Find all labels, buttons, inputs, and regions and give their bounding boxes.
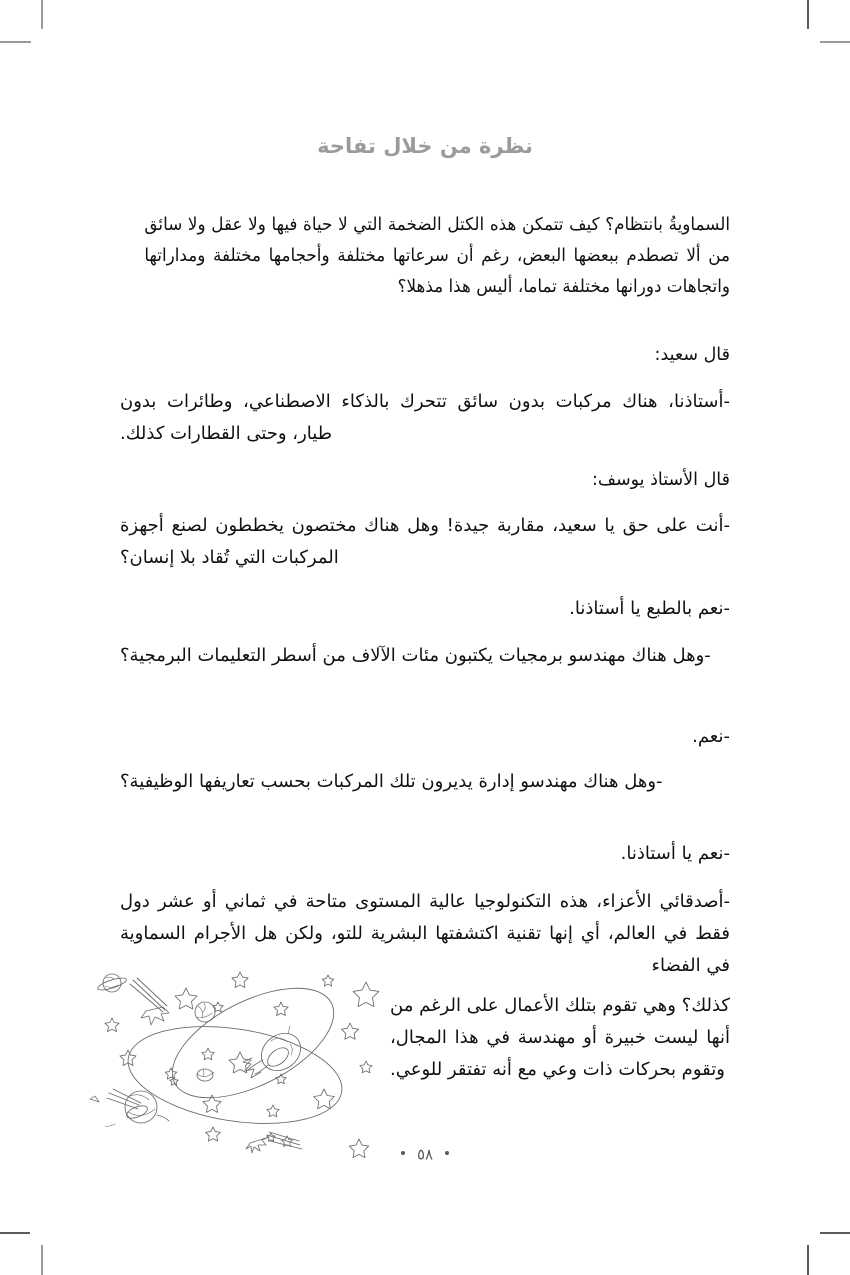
crop-mark-bottom-left-horizontal bbox=[0, 1232, 30, 1234]
paragraph-final-narrow: كذلك؟ وهي تقوم بتلك الأعمال على الرغم من أنها ليست خبيرة أو مهندسة في هذا المجال، وتقوم بحركات ذات وعي مع أنه تفتقر للوعي. bbox=[390, 995, 730, 1080]
page-number bbox=[0, 1145, 850, 1164]
space-orbits-illustration bbox=[85, 955, 395, 1170]
dialogue-reply-yes-of-course: -نعم بالطبع يا أستاذنا. bbox=[569, 598, 730, 619]
crop-mark-top-left-vertical bbox=[41, 0, 43, 29]
dialogue-yousef-1: -أنت على حق يا سعيد، مقاربة جيدة! وهل هناك مختصون يخططون لصنع أجهزة المركبات التي تُقاد بلا إنسان؟ bbox=[120, 515, 730, 568]
speaker-label-saeed: قال سعيد: bbox=[654, 344, 730, 365]
crop-mark-bottom-right-horizontal bbox=[820, 1232, 850, 1234]
dialogue-saeed-1: -أستاذنا، هناك مركبات بدون سائق تتحرك بالذكاء الاصطناعي، وطائرات بدون طيار، وحتى القطارات كذلك. bbox=[120, 391, 730, 444]
crop-mark-bottom-left-vertical bbox=[41, 1245, 43, 1275]
dialogue-yousef-3: -وهل هناك مهندسو إدارة يديرون تلك المركبات بحسب تعاريفها الوظيفية؟ bbox=[120, 771, 663, 792]
dialogue-yousef-2: -وهل هناك مهندسو برمجيات يكتبون مئات الآلاف من أسطر التعليمات البرمجية؟ bbox=[120, 645, 711, 666]
crop-mark-top-left-horizontal bbox=[0, 41, 31, 43]
crop-mark-top-right-vertical bbox=[807, 0, 809, 29]
speaker-label-yousef: قال الأستاذ يوسف: bbox=[591, 469, 730, 490]
chapter-title: نظرة من خلال تفاحة bbox=[317, 134, 533, 159]
dialogue-reply-yes-2: -نعم يا أستاذنا. bbox=[620, 843, 730, 864]
crop-mark-top-right-horizontal bbox=[820, 41, 850, 43]
folio-dot-left bbox=[445, 1151, 449, 1155]
paragraph-opening: السماويةُ بانتظام؟ كيف تتمكن هذه الكتل الضخمة التي لا حياة فيها ولا عقل ولا سائق من ألا تصطدم ببعضها البعض، رغم أن سرعاتها مختلفة وأحجامها مختلفة ومداراتها واتجاهات دورانها مختلفة تماما، أليس هذا مذهلا؟ bbox=[144, 214, 730, 297]
paragraph-final-wide: -أصدقائي الأعزاء، هذه التكنولوجيا عالية المستوى متاحة في ثماني أو عشر دول فقط في العالم، أي إنها تقنية اكتشفتها البشرية للتو، ولكن هل الأجرام السماوية في الفضاء bbox=[120, 891, 730, 976]
folio-dot-right bbox=[401, 1151, 405, 1155]
crop-mark-bottom-right-vertical bbox=[807, 1245, 809, 1275]
folio-number-text: ٥٨ bbox=[416, 1145, 434, 1164]
dialogue-reply-yes-1: -نعم. bbox=[692, 726, 730, 747]
